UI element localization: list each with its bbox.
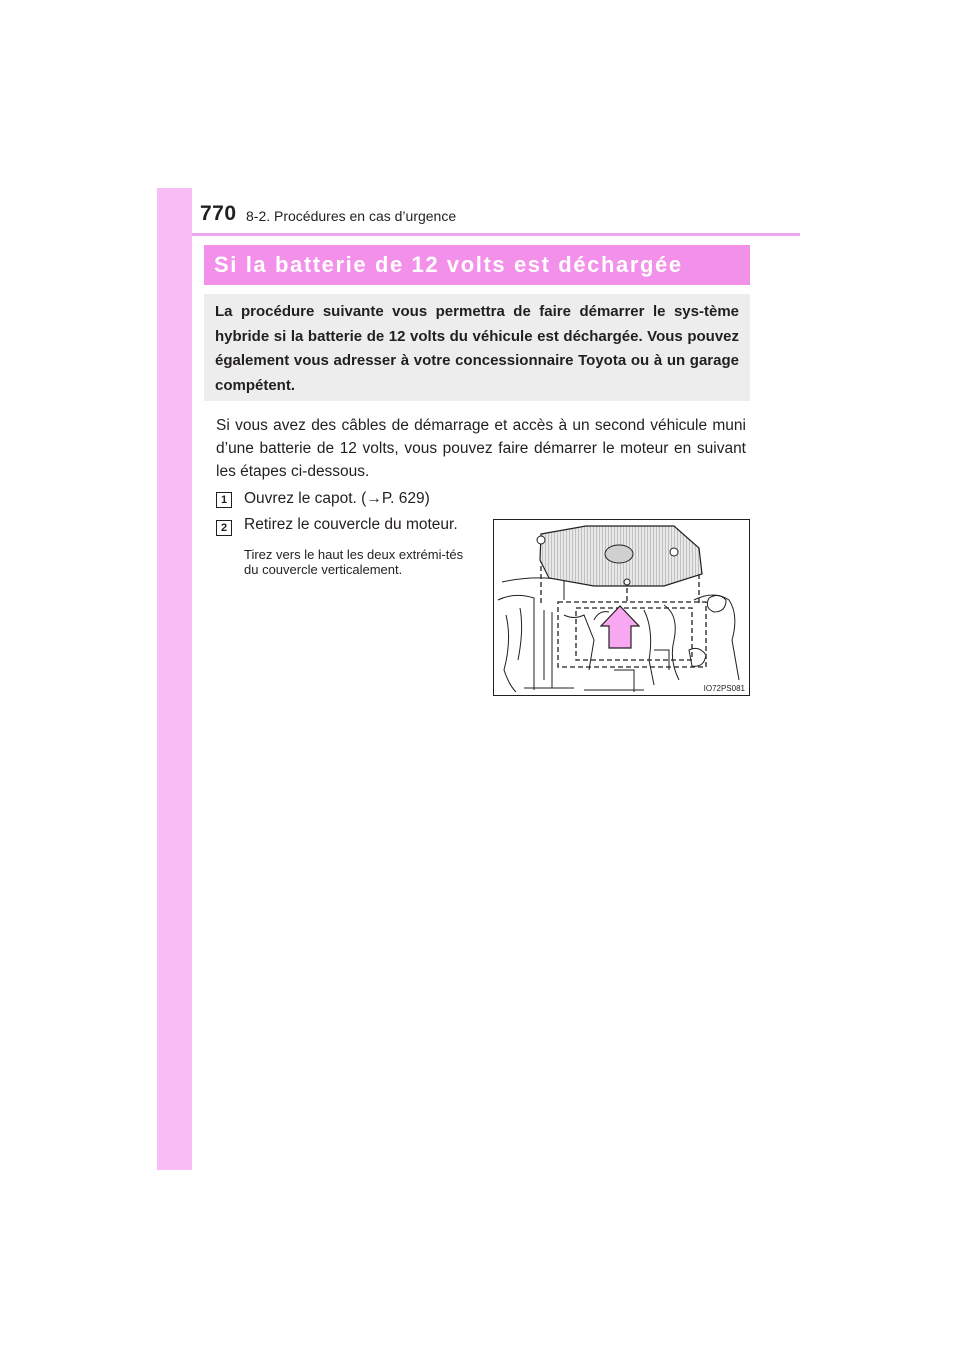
figure-code: IO72PS081 — [703, 684, 745, 693]
up-arrow — [601, 606, 639, 648]
body-paragraph: Si vous avez des câbles de démarrage et accès à un second véhicule muni d’une batterie de 12 volts, vous pouvez faire démarrer le moteur en suivant les étapes ci-dessous. — [216, 417, 746, 480]
page-number: 770 — [200, 202, 237, 225]
step-number-1: 1 — [216, 492, 232, 508]
cover-emblem — [605, 545, 633, 563]
step-text-1: Ouvrez le capot. (→P. 629) — [244, 490, 430, 507]
section-label: 8-2. Procédures en cas d’urgence — [246, 208, 457, 224]
engine-drawing — [494, 520, 750, 696]
step-text-2: Retirez le couvercle du moteur. — [244, 516, 458, 533]
cover-clip-left — [537, 536, 545, 544]
chapter-side-strip — [157, 188, 192, 1170]
step-note-2: Tirez vers le haut les deux extrémi-tés du couvercle verticalement. — [244, 547, 464, 577]
intro-text: La procédure suivante vous permettra de faire démarrer le sys-tème hybride si la batterie de 12 volts du véhicule est déchargée. Vous pouvez également vous adresser à votre concessionnaire Toyota ou à un garage compétent. — [215, 303, 739, 394]
cover-clip-center — [624, 579, 630, 585]
page-title: Si la batterie de 12 volts est déchargée — [214, 252, 683, 277]
engine-cover-illustration — [493, 519, 750, 696]
intro-box — [204, 294, 750, 401]
title-banner — [204, 245, 750, 285]
step-number-2: 2 — [216, 520, 232, 536]
header-rule — [192, 233, 800, 236]
cover-clip-right — [670, 548, 678, 556]
